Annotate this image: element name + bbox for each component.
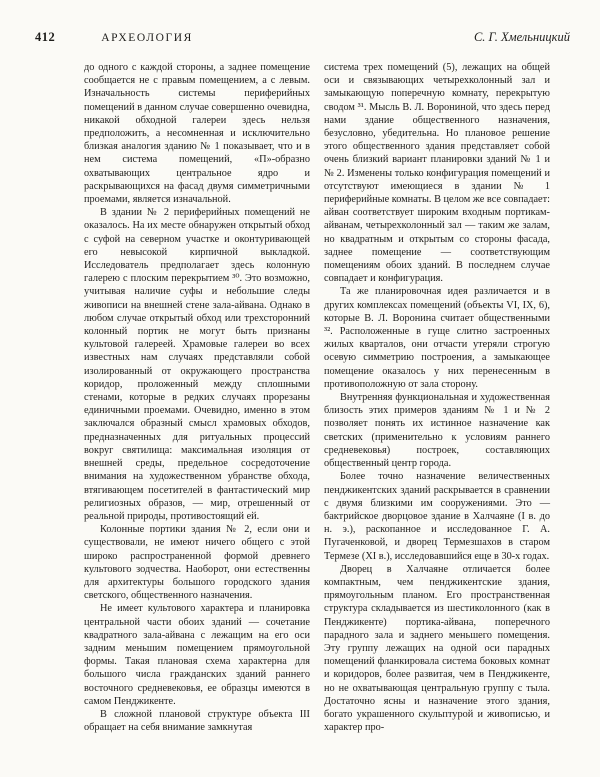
section-title: АРХЕОЛОГИЯ [101,32,193,44]
paragraph: до одного с каждой стороны, а заднее помещение сообщается не с правым помещением, а с левым. Изначальность системы периферийных помещений в данном случае совершенно очевидна, никакой обходной галереи здесь нельзя предположить, а несомненная и исключительно близкая аналогия зданию № 1 показывает, что и в нем система помещений, «П»-образно охватывающих центральное ядро и раскрывающихся на фасад двумя симметричными проемами, является изначальной. [84,62,310,206]
right-column [324,61,550,734]
left-column [84,61,310,734]
paragraph: В здании № 2 периферийных помещений не оказалось. На их месте обнаружен открытый обход с суфой на северном участке и оконтуривающей его невысокой кирпичной выкладкой. Исследователь предполагает здесь колонную галерею с плоским перекрытием ³⁰. Это возможно, учитывая наличие суфы и небольшие следы живописи на внешней стене зала-айвана. Однако в любом случае открытый обход или трехсторонний колонный портик не могут быть признаны культовой галереей. Храмовые галереи во всех известных нам случаях представляли собой изолированный от окружающего пространства коридор, проложенный между сплошными стенами, которые в редких случаях прорезаны единичными проемами. Очевидно, именно в этом заключался образный смысл храмовых обходов, предназначенных для ритуальных процессий вокруг святилища: максимальная изоляция от внешней среды, предельное сосредоточение внимания на художественном убранстве обхода, втягивающем посетителей в фантастический мир религиозных образов, — мир, отрешенный от реальной природы, противостоящий ей. [84,207,310,522]
paragraph: система трех помещений (5), лежащих на общей оси и связывающих четырехколонный зал и замыкающую поперечную комнату, перекрытую сводом ³¹. Мысль В. Л. Ворониной, что здесь перед нами здание общественного назначения, безусловно, убедительна. Но плановое решение этого общественного здания представляет собой очень близкий вариант планировки зданий № 1 и № 2. Изменены только конфигурация помещений и отсутствуют имеющиеся в здании № 1 периферийные комнаты. В целом же все совпадает: айван соответствует широким входным портикам-айванам, четырехколонный зал — таким же залам, но квадратным и открытым со стороны фасада, заднее помещение — соответствующим помещениям обоих зданий. В последнем случае совпадает и конфигурация. [324,62,550,285]
paragraph: Не имеет культового характера и планировка центральной части обоих зданий — сочетание квадратного зала-айвана с лежащим на его оси задним меньшим помещением прямоугольной формы. Такая плановая схема характерна для большого числа гражданских зданий раннего восточного средневековья, ее образцы имеются в самом Пенджикенте. [84,603,310,707]
paragraph: Более точно назначение величественных пенджикентских зданий раскрывается в сравнении с двумя близкими им сооружениями. Это — бактрийское дворцовое здание в Халчаяне (I в. до н. э.), раскопанное и исследованное Г. А. Пугаченковой, и дворец Термезшахов в старом Термезе (XI в.), исследовавшийся еще в 30-х годах. [324,471,550,562]
paragraph: Дворец в Халчаяне отличается более компактным, чем пенджикентские здания, прямоугольным планом. Его пространственная структура складывается из шестиколонного (как в Пенджикенте) портика-айвана, поперечного парадного зала и заднего меньшего помещения. Эту группу лежащих на одной оси парадных помещений фланкировала система боковых комнат и коридоров, более развитая, чем в Пенджикенте, но не охватывающая центральную группу с тыла. Достаточно ясны и назначение этого здания, богато украшенного скульптурой и живописью, и характер про- [324,563,550,734]
paragraph: Внутренняя функциональная и художественная близость этих примеров зданиям № 1 и № 2 позволяет понять их истинное назначение как светских (применительно к условиям раннего средневековья) построек, составляющих общественный центр города. [324,392,550,470]
paragraph: В сложной плановой структуре объекта III обращает на себя внимание замкнутая [84,708,310,734]
paragraph: Колонные портики здания № 2, если они и существовали, не имеют ничего общего с этой широко распространенной формой древнего культового зодчества. Наоборот, они естественны для архитектуры большого городского здания светского, общественного назначения. [84,524,310,602]
text-columns [0,45,600,734]
page-header [0,0,600,45]
running-author: С. Г. Хмельницкий [473,30,570,44]
page-number: 412 [35,30,56,44]
paragraph: Та же планировочная идея различается и в других комплексах помещений (объекты VI, IX, 6), которые В. Л. Воронина считает общественными ³². Расположенные в гуще слитно застроенных жилых кварталов, они отчасти утеряли строгую осевую симметрию построения, а замыкающее помещение оказалось у них перенесенным в противоположную от зала сторону. [324,286,550,390]
